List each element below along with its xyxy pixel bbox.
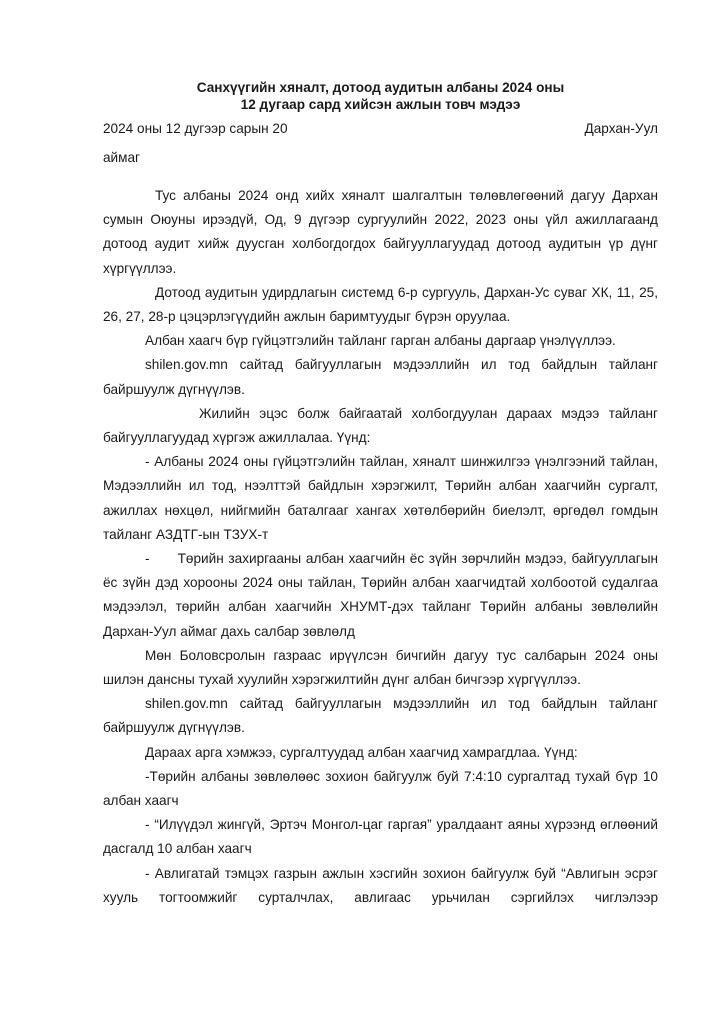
- paragraph: Дараах арга хэмжээ, сургалтуудад албан хаагчид хамрагдлаа. Үүнд:: [145, 744, 578, 760]
- list-item: - “Илүүдэл жингүй, Эртэч Монгол-цаг гаргая” уралдаант аяны хүрээнд өглөөний дасгалд 10 албан хаагч: [103, 817, 658, 857]
- paragraph: Тус албаны 2024 онд хийх хяналт шалгалтын төлөвлөгөөний дагуу Дархан сумын Оюуны ирээдүй, Од, 9 дүгээр сургуулийн 2022, 2023 оны үйл ажиллагаанд дотоод аудит хийж дуусган холбогдогдох байгууллагуудад дотоод аудитын үр дүнг хүргүүллээ.: [103, 188, 658, 276]
- date-place-row: [103, 121, 658, 136]
- title-line-2: 12 дугаар сард хийсэн ажлын товч мэдээ: [240, 97, 521, 112]
- document-body: [103, 182, 662, 910]
- document-title: [103, 79, 658, 113]
- paragraph: Жилийн эцэс болж байгаатай холбогдуулан дараах мэдээ тайланг байгууллагуудад хүргэж ажиллалаа. Үүнд:: [103, 405, 658, 446]
- list-item: - Авлигатай тэмцэх газрын ажлын хэсгийн зохион байгуулж буй “Авлигын эсрэг хууль тогтоомжийг сурталчлах, авлигаас урьчилан сэргийлэх чиглэлээр: [103, 865, 658, 905]
- title-line-1: Санхүүгийн хяналт, дотоод аудитын албаны 2024 оны: [196, 80, 565, 95]
- list-item: - Албаны 2024 оны гүйцэтгэлийн тайлан, хяналт шинжилгээ үнэлгээний тайлан, Мэдээллийн ил тод, нээлттэй байдлын хэрэгжилт, Төрийн албан хаагчийн сургалт, ажиллах нөхцөл, нийгмийн баталгааг хангах хөтөлбөрийн биелэлт, өргөдөл гомдын тайланг АЗДТГ-ын ТЗУХ-т: [103, 454, 658, 542]
- paragraph: Албан хаагч бүр гүйцэтгэлийн тайланг гарган албаны даргаар үнэлүүллээ.: [145, 333, 616, 349]
- paragraph: shilen.gov.mn сайтад байгууллагын мэдээллийн ил тод байдлын тайланг байршуулж дүгнүүлэв.: [103, 357, 658, 397]
- document-place: Дархан-Уул: [584, 121, 658, 136]
- list-item: - Төрийн захиргааны албан хаагчийн ёс зүйн зөрчлийн мэдээ, байгууллагын ёс зүйн дэд хорооны 2024 оны тайлан, Төрийн албан хаагчидтай холбоотой судалгаа мэдээлэл, төрийн албан хаагчийн ХНУМТ-дэх тайланг Төрийн албаны зөвлөлийн Дархан-Уул аймаг дахь салбар зөвлөлд: [103, 551, 662, 639]
- list-item: -Төрийн албаны зөвлөлөөс зохион байгуулж буй 7:4:10 сургалтад тухай бүр 10 албан хаагч: [103, 768, 658, 809]
- document-place-continued: аймаг: [103, 150, 141, 165]
- paragraph: shilen.gov.mn сайтад байгууллагын мэдээллийн ил тод байдлын тайланг байршуулж дүгнүүлэв.: [103, 696, 658, 736]
- paragraph: Мөн Боловсролын газраас ирүүлсэн бичгийн дагуу тус салбарын 2024 оны шилэн дансны тухай хуулийн хэрэгжилтийн дүнг албан бичгээр хүргүүллээ.: [103, 647, 658, 688]
- paragraph: Дотоод аудитын удирдлагын системд 6-р сургууль, Дархан-Ус суваг ХК, 11, 25, 26, 27, 28-р цэцэрлэгүүдийн ажлын баримтуудыг бүрэн оруулаа.: [103, 284, 658, 325]
- document-date: 2024 оны 12 дугээр сарын 20: [103, 121, 288, 136]
